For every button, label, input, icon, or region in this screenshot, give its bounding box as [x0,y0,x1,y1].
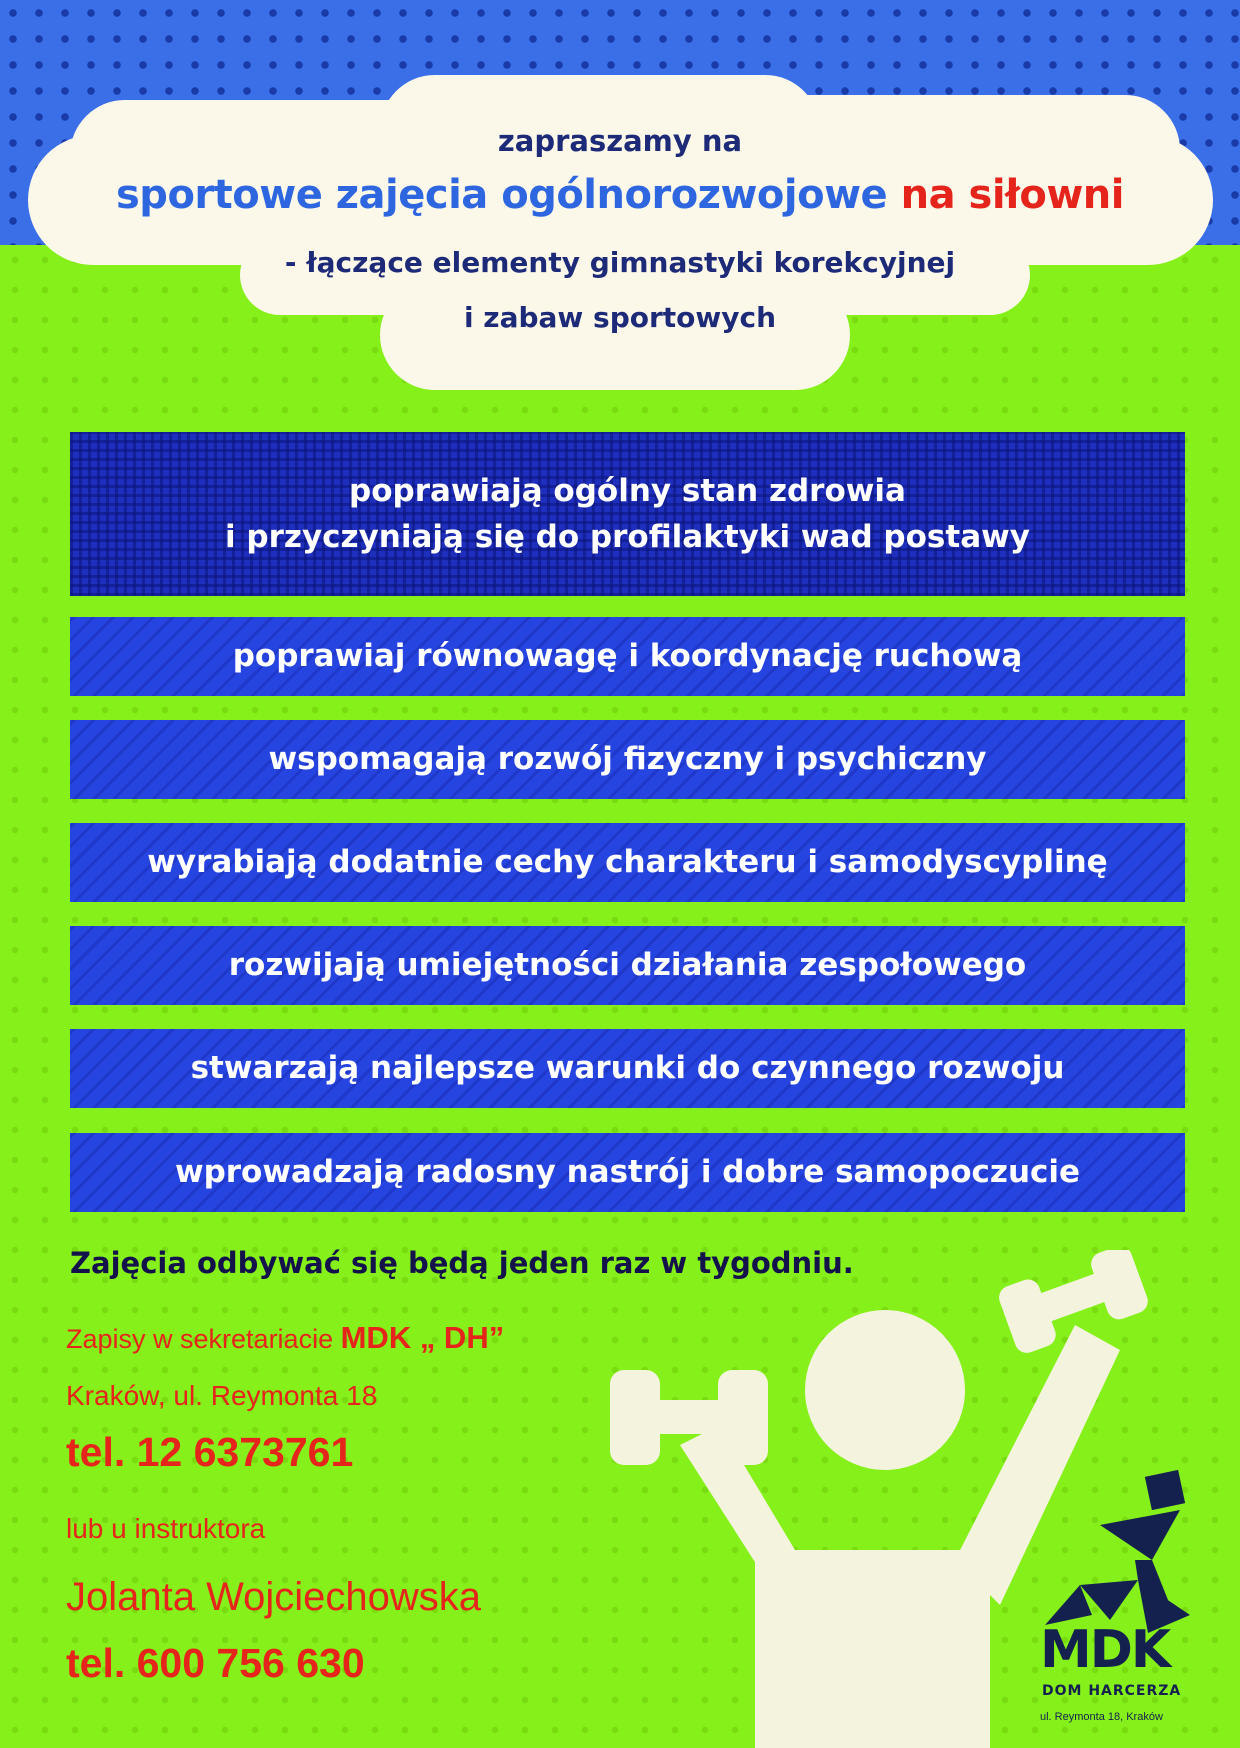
logo-wordmark: MDK [1040,1620,1170,1680]
benefit-banner-2 [70,617,1185,696]
address-text: Kraków, ul. Reymonta 18 [66,1380,378,1411]
subtitle-line-1: - łączące elementy gimnastyki korekcyjnej [284,246,956,279]
benefit-text: stwarzają najlepsze warunki do czynnego rozwoju [190,1050,1065,1087]
office-phone: tel. 12 6373761 [66,1429,354,1475]
registration-place: MDK „ DH” [340,1320,505,1355]
benefit-banner-4 [70,823,1185,902]
schedule-text: Zajęcia odbywać się będą jeden raz w tygodniu. [70,1246,854,1280]
benefit-1-line-2: i przyczyniają się do profilaktyki wad postawy [225,519,1030,555]
benefit-text: wprowadzają radosny nastrój i dobre samopoczucie [174,1154,1081,1191]
benefit-banner-3 [70,720,1185,799]
or-instructor-text: lub u instruktora [66,1513,266,1544]
intro-text: zapraszamy na [497,124,743,158]
benefit-banner-5 [70,926,1185,1005]
logo-address: ul. Reymonta 18, Kraków [1040,1711,1163,1723]
logo-subtitle: DOM HARCERZA [1042,1683,1182,1699]
subtitle-line-2: i zabaw sportowych [463,301,777,334]
benefit-banner-1 [70,432,1185,596]
benefit-banner-6 [70,1029,1185,1108]
benefit-text: wyrabiają dodatnie cechy charakteru i samodyscyplinę [147,844,1108,881]
benefit-1-line-1: poprawiają ogólny stan zdrowia [349,472,906,509]
title-main-part: sportowe zajęcia ogólnorozwojowe [116,172,888,218]
instructor-name: Jolanta Wojciechowska [66,1575,482,1619]
main-title [30,172,1210,218]
benefit-text: wspomagają rozwój fizyczny i psychiczny [268,741,987,778]
title-accent-part: na siłowni [900,172,1124,218]
mdk-tangram-logo-icon [1040,1465,1190,1745]
benefit-banner-7 [70,1133,1185,1212]
registration-prefix: Zapisy w sekretariacie [66,1324,334,1354]
benefit-text: rozwijają umiejętności działania zespołowego [228,947,1027,984]
instructor-phone: tel. 600 756 630 [66,1640,365,1686]
benefit-text: poprawiaj równowagę i koordynację ruchową [232,638,1023,675]
registration-info [66,1320,504,1356]
